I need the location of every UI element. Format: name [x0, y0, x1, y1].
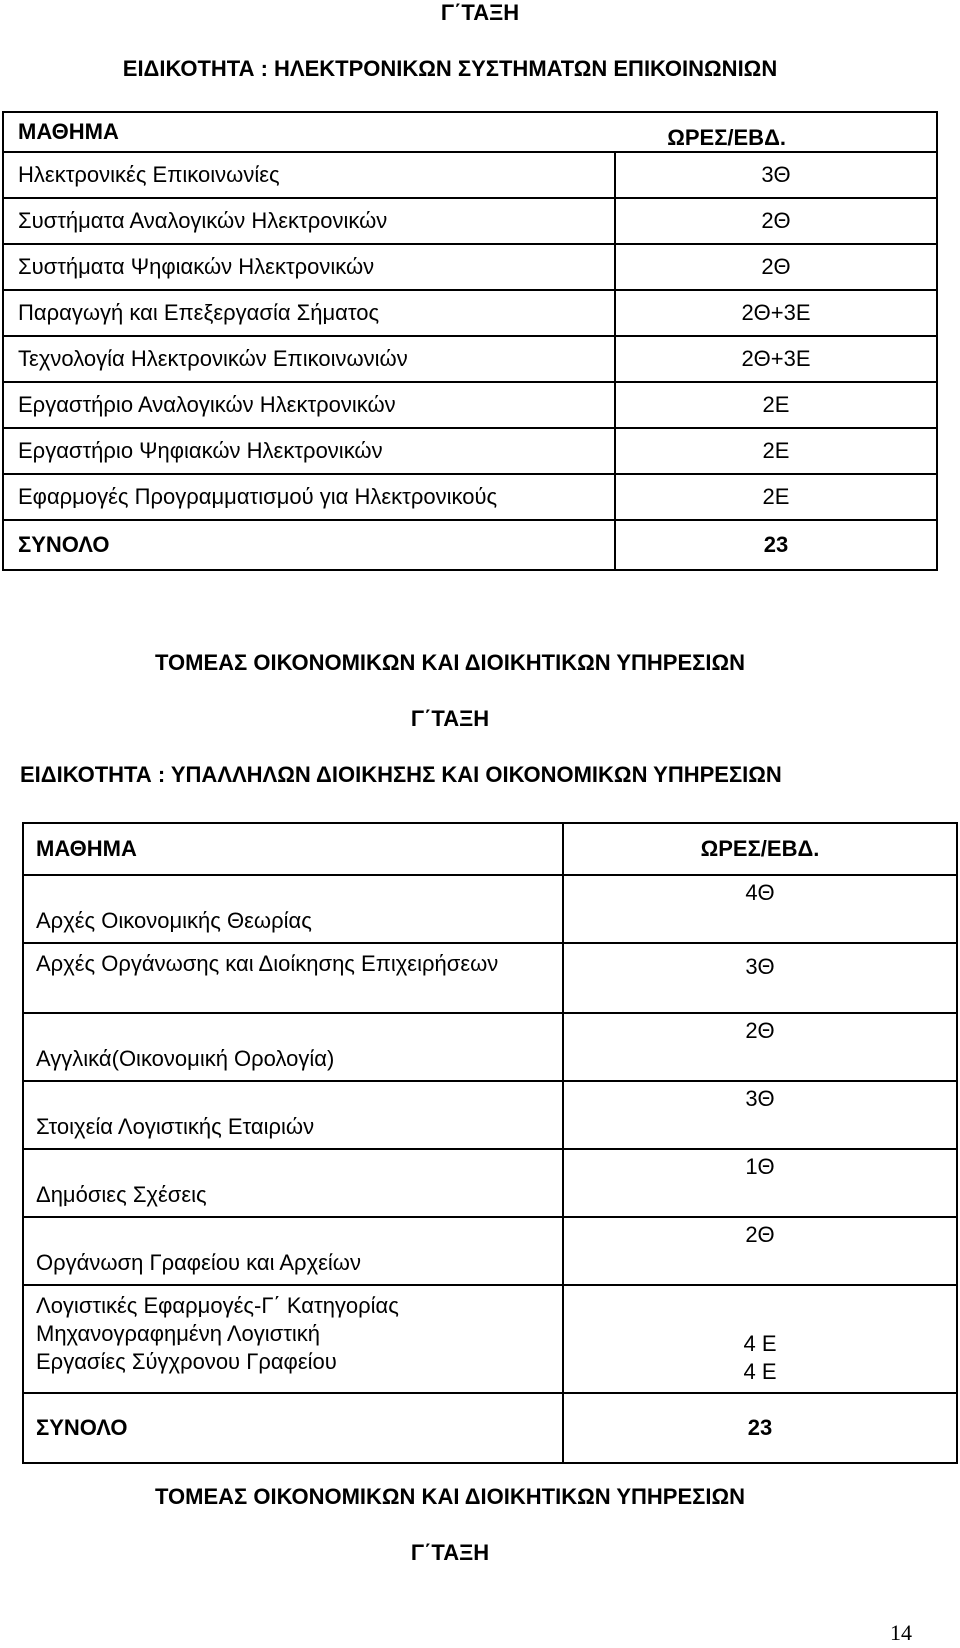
hours-cell: 2Θ	[615, 198, 937, 244]
hours-cell: 3Θ	[563, 1081, 957, 1149]
header-subject: ΜΑΘΗΜΑ	[23, 823, 563, 875]
specialty-title-1: ΕΙΔΙΚΟΤΗΤΑ : ΗΛΕΚΤΡΟΝΙΚΩΝ ΣΥΣΤΗΜΑΤΩΝ ΕΠΙΚΟΙΝΩΝΙΩΝ	[122, 56, 778, 81]
table-header-row	[23, 823, 957, 875]
hours-cell: 1Θ	[563, 1149, 957, 1217]
subject-cell: Αγγλικά(Οικονομική Ορολογία)	[23, 1013, 563, 1081]
table-row	[3, 290, 937, 336]
hours-cell: 2Θ	[563, 1013, 957, 1081]
table-row	[3, 244, 937, 290]
subjects-table-1	[2, 111, 938, 571]
hours-cell: 2Ε	[615, 382, 937, 428]
subject-cell: Εργαστήριο Αναλογικών Ηλεκτρονικών	[3, 382, 615, 428]
header-hours: ΩΡΕΣ/ΕΒΔ.	[563, 823, 957, 875]
subject-cell: Ηλεκτρονικές Επικοινωνίες	[3, 152, 615, 198]
hours-cell-combined	[563, 1285, 957, 1393]
table-row	[23, 875, 957, 943]
table-row	[3, 474, 937, 520]
table-row	[3, 152, 937, 198]
class-title-3: Γ΄ΤΑΞΗ	[410, 1540, 490, 1565]
table-total-row	[23, 1393, 957, 1463]
subject-cell: Συστήματα Αναλογικών Ηλεκτρονικών	[3, 198, 615, 244]
table-row	[23, 943, 957, 1013]
sector-title-2: ΤΟΜΕΑΣ ΟΙΚΟΝΟΜΙΚΩΝ ΚΑΙ ΔΙΟΙΚΗΤΙΚΩΝ ΥΠΗΡΕΣΙΩΝ	[155, 650, 745, 675]
hours-cell: 2Θ	[563, 1217, 957, 1285]
subjects-table-2	[22, 822, 958, 1464]
subject-cell: Αρχές Οργάνωσης και Διοίκησης Επιχειρήσεων	[23, 943, 563, 1013]
header-subject: ΜΑΘΗΜΑ	[3, 112, 615, 152]
subject-cell: Αρχές Οικονομικής Θεωρίας	[23, 875, 563, 943]
total-label: ΣΥΝΟΛΟ	[3, 520, 615, 570]
total-value: 23	[615, 520, 937, 570]
subject-line: Εργασίες Σύγχρονου Γραφείου	[36, 1349, 337, 1374]
table-row	[23, 1217, 957, 1285]
table-header-row	[3, 112, 937, 152]
hours-cell: 3Θ	[563, 943, 957, 1013]
hours-cell: 2Θ	[615, 244, 937, 290]
header-hours: ΩΡΕΣ/ΕΒΔ.	[615, 112, 937, 152]
subject-cell: Εργαστήριο Ψηφιακών Ηλεκτρονικών	[3, 428, 615, 474]
subject-cell: Δημόσιες Σχέσεις	[23, 1149, 563, 1217]
subject-cell: Τεχνολογία Ηλεκτρονικών Επικοινωνιών	[3, 336, 615, 382]
table-row	[3, 428, 937, 474]
hours-cell: 2Ε	[615, 474, 937, 520]
sector-title-3: ΤΟΜΕΑΣ ΟΙΚΟΝΟΜΙΚΩΝ ΚΑΙ ΔΙΟΙΚΗΤΙΚΩΝ ΥΠΗΡΕΣΙΩΝ	[155, 1484, 745, 1509]
table-total-row	[3, 520, 937, 570]
subject-cell: Στοιχεία Λογιστικής Εταιριών	[23, 1081, 563, 1149]
hours-cell: 2Ε	[615, 428, 937, 474]
hours-line: 4 Ε	[743, 1359, 777, 1384]
hours-cell: 2Θ+3Ε	[615, 336, 937, 382]
table-row	[23, 1081, 957, 1149]
total-label: ΣΥΝΟΛΟ	[23, 1393, 563, 1463]
table-row	[3, 336, 937, 382]
subject-cell: Παραγωγή και Επεξεργασία Σήματος	[3, 290, 615, 336]
hours-cell: 2Θ+3Ε	[615, 290, 937, 336]
subject-line: Μηχανογραφημένη Λογιστική	[36, 1321, 321, 1346]
class-title-1: Γ΄ΤΑΞΗ	[440, 0, 520, 25]
table-row	[23, 1013, 957, 1081]
table-row	[3, 198, 937, 244]
table-row	[23, 1149, 957, 1217]
table-row-combined	[23, 1285, 957, 1393]
page-number: 14	[890, 1620, 912, 1645]
subject-line: Λογιστικές Εφαρμογές-Γ΄ Κατηγορίας	[36, 1293, 399, 1318]
class-title-2: Γ΄ΤΑΞΗ	[410, 706, 490, 731]
hours-line: 4 Ε	[743, 1331, 777, 1356]
total-value: 23	[563, 1393, 957, 1463]
specialty-title-2: ΕΙΔΙΚΟΤΗΤΑ : ΥΠΑΛΛΗΛΩΝ ΔΙΟΙΚΗΣΗΣ ΚΑΙ ΟΙΚΟΝΟΜΙΚΩΝ ΥΠΗΡΕΣΙΩΝ	[20, 762, 782, 787]
subject-cell: Συστήματα Ψηφιακών Ηλεκτρονικών	[3, 244, 615, 290]
table-row	[3, 382, 937, 428]
hours-cell: 4Θ	[563, 875, 957, 943]
subject-cell: Εφαρμογές Προγραμματισμού για Ηλεκτρονικούς	[3, 474, 615, 520]
subject-cell-combined	[23, 1285, 563, 1393]
hours-cell: 3Θ	[615, 152, 937, 198]
subject-cell: Οργάνωση Γραφείου και Αρχείων	[23, 1217, 563, 1285]
